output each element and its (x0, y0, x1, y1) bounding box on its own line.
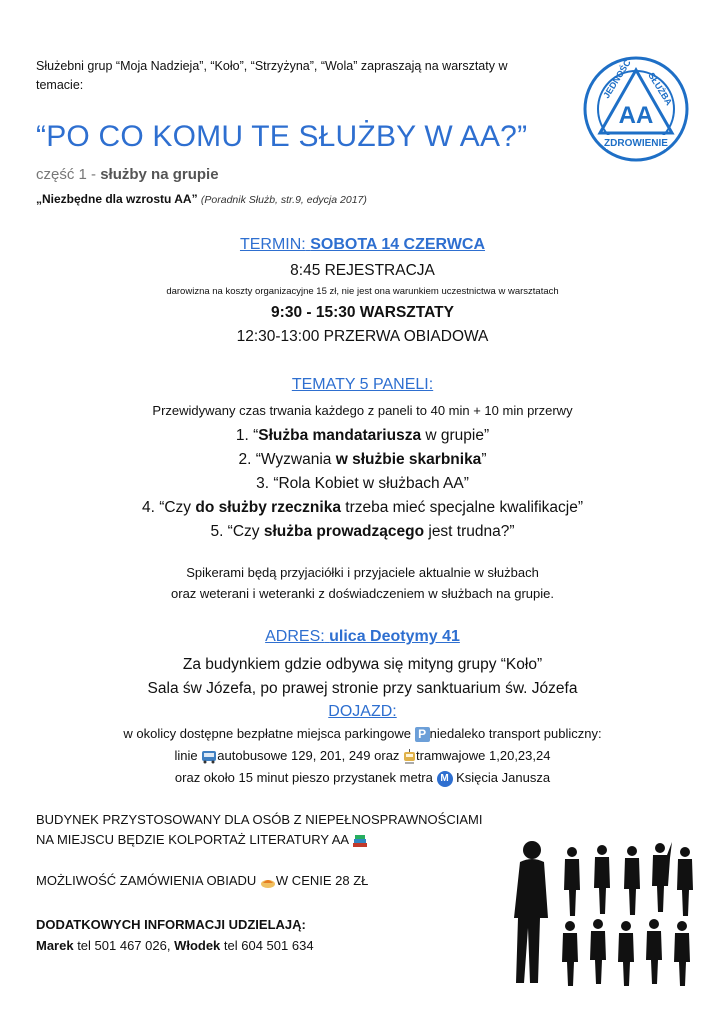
dojazd-line-2: linie autobusowe 129, 201, 249 oraz tramwajowe 1,20,23,24 (174, 748, 551, 763)
logo-top2-text: SŁUŻBA (646, 70, 675, 108)
contact-2-tel: tel 604 501 634 (220, 938, 314, 953)
contact-2-name: Włodek (174, 938, 221, 953)
panel-item: 3. “Rola Kobiet w służbach AA” (256, 475, 469, 492)
quote-source: (Poradnik Służb, str.9, edycja 2017) (200, 194, 367, 206)
speakers-info (0, 562, 725, 604)
logo-top-text: JEDNOŚĆ (601, 57, 633, 101)
adres-label: ADRES: (265, 628, 325, 645)
panel-item: 5. “Czy służba prowadzącego jest trudna?” (210, 523, 515, 540)
contact-block (36, 914, 314, 956)
subtitle-part: część 1 - (36, 166, 97, 183)
termin-heading (0, 236, 725, 254)
donation-note: darowizna na koszty organizacyjne 15 zł, nie jest ona warunkiem uczestnictwa w warsztatach (166, 286, 559, 297)
tematy-heading: TEMATY 5 PANELI: (291, 376, 434, 393)
logo-center-text: AA (618, 102, 654, 129)
quote (36, 192, 367, 206)
speakers-line-1: Spikerami będą przyjaciółki i przyjaciele aktualnie w służbach (186, 565, 539, 580)
adres-street: ulica Deotymy 41 (329, 628, 460, 645)
contact-1-tel: tel 501 467 026, (73, 938, 171, 953)
contact-list (36, 935, 314, 956)
quote-main: „Niezbędne dla wzrostu AA” (36, 192, 198, 206)
tram-icon (403, 749, 416, 764)
intro-text: Służebni grup “Moja Nadzieja”, “Koło”, “Strzyżyna”, “Wola” zapraszają na warsztaty w temacie: (36, 59, 508, 92)
contact-1-name: Marek (36, 938, 74, 953)
adres-line-1: Za budynkiem gdzie odbywa się mityng grupy “Koło” (182, 656, 543, 673)
adres-line-2: Sala św Józefa, po prawej stronie przy sanktuarium św. Józefa (147, 680, 578, 697)
panel-list (0, 424, 725, 544)
literature-note: NA MIEJSCU BĘDZIE KOLPORTAŻ LITERATURY AA (36, 830, 482, 850)
dojazd-heading: DOJAZD: (328, 703, 397, 720)
books-icon (352, 834, 368, 848)
logo-bottom-text: ZDROWIENIE (604, 138, 668, 149)
workshop-time: 9:30 - 15:30 WARSZTATY (271, 304, 454, 321)
people-silhouettes-image (500, 838, 710, 988)
dojazd-line-3: oraz około 15 minut pieszo przystanek metra M Księcia Janusza (174, 770, 551, 785)
notes-block (36, 810, 482, 850)
registration-time: 8:45 REJESTRACJA (290, 262, 435, 279)
speakers-line-2: oraz weterani i weteranki z doświadczeniem w służbach na grupie. (171, 586, 554, 601)
panel-item: 1. “Służba mandatariusza w grupie” (235, 427, 490, 444)
lunch-note: MOŻLIWOŚĆ ZAMÓWIENIA OBIADU W CENIE 28 ZŁ (36, 873, 369, 888)
aa-logo (582, 55, 690, 163)
panel-duration: Przewidywany czas trwania każdego z paneli to 40 min + 10 min przerwy (152, 403, 573, 418)
subtitle-topic: służby na grupie (100, 166, 219, 183)
termin-label: TERMIN: (239, 236, 306, 253)
food-icon (260, 875, 276, 889)
bus-icon (201, 750, 217, 764)
adres-heading (0, 628, 725, 646)
main-title: “PO CO KOMU TE SŁUŻBY W AA?” (36, 120, 528, 153)
accessibility-note: BUDYNEK PRZYSTOSOWANY DLA OSÓB Z NIEPEŁNOSPRAWNOŚCIAMI (36, 812, 483, 827)
panel-item: 2. “Wyzwania w służbie skarbnika” (238, 451, 487, 468)
parking-icon: P (415, 727, 430, 742)
dojazd-line-1: w okolicy dostępne bezpłatne miejsca parkingowe P niedaleko transport publiczny: (123, 726, 602, 742)
panel-item: 4. “Czy do służby rzecznika trzeba mieć specjalne kwalifikacje” (141, 499, 584, 516)
metro-icon: M (437, 771, 453, 787)
subtitle (36, 166, 219, 183)
contact-heading: DODATKOWYCH INFORMACJI UDZIELAJĄ: (36, 917, 306, 932)
lunch-break: 12:30-13:00 PRZERWA OBIADOWA (236, 328, 489, 345)
termin-date: SOBOTA 14 CZERWCA (310, 236, 486, 253)
